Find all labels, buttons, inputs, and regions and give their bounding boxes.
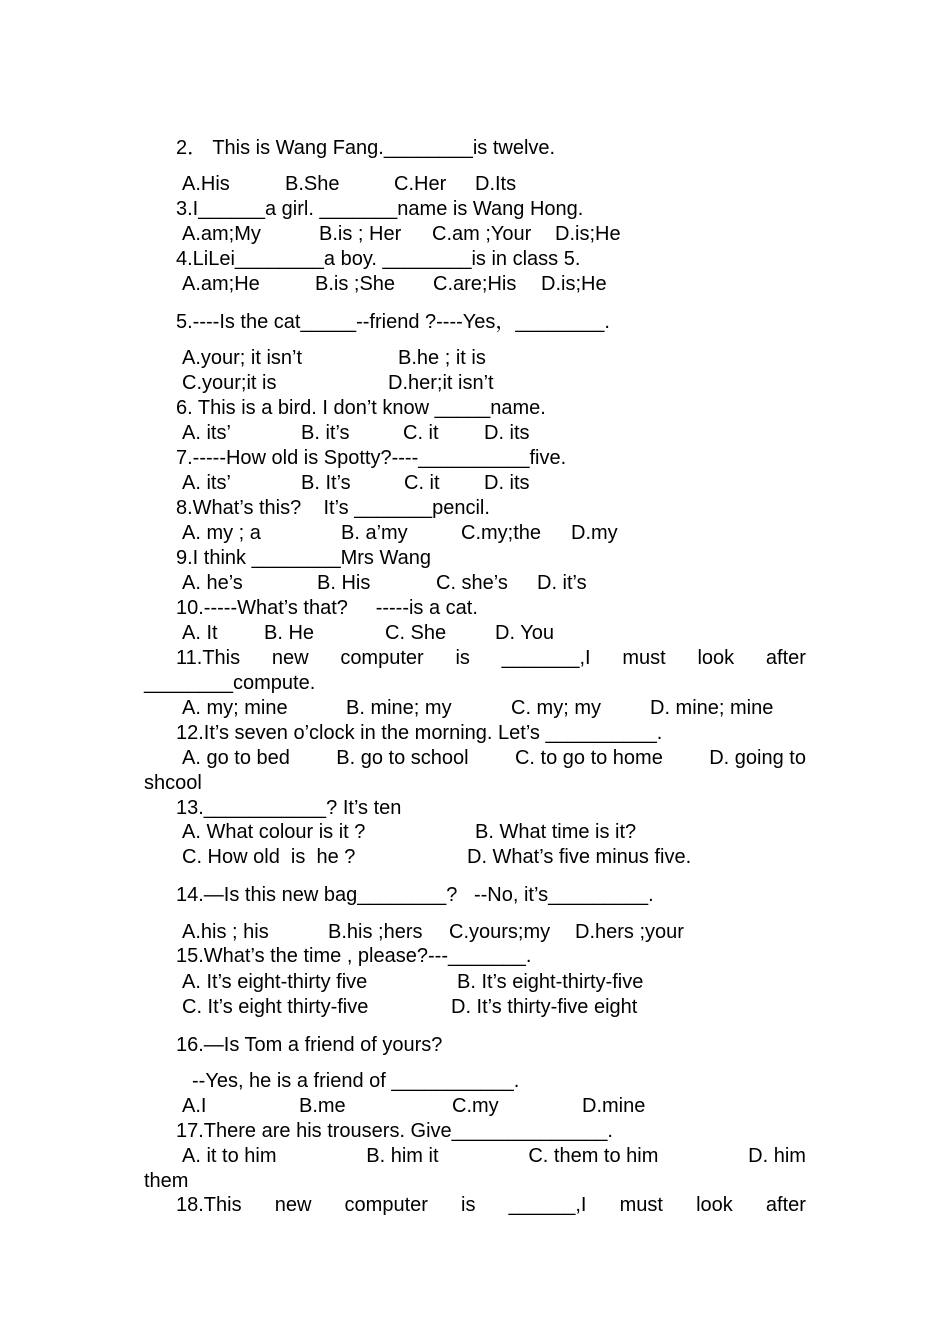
question-stem-answer: --Yes, he is a friend of ___________. [192, 1070, 520, 1092]
question-stem: 14.—Is this new bag________? --No, it’s_________. [176, 884, 654, 906]
option-b: B. He [264, 622, 315, 644]
option-c: C.my;the [461, 522, 542, 544]
options-row [182, 1144, 806, 1169]
question-stem [176, 1193, 806, 1218]
question-stem: 9.I think ________Mrs Wang [176, 547, 431, 569]
option-d: D.Its [475, 173, 517, 195]
options-row [182, 746, 806, 771]
option-d: D.is;He [541, 273, 607, 295]
option-continued: them [144, 1170, 189, 1192]
option-c: C. my; my [511, 697, 601, 719]
option-b: B.is ; Her [319, 223, 402, 245]
question-stem: 10.-----What’s that? -----is a cat. [176, 597, 478, 619]
question-stem-part: new [274, 1194, 312, 1216]
option-a: A. its’ [182, 472, 231, 494]
question-stem: 2． This is Wang Fang.________is twelve. [176, 137, 556, 159]
question-stem-part: is [461, 1194, 476, 1216]
question-stem-part: computer [340, 647, 424, 669]
option-d: D. It’s thirty-five eight [451, 996, 638, 1018]
option-a: A.am;He [182, 273, 260, 295]
question-stem: 6. This is a bird. I don’t know _____name. [176, 397, 546, 419]
option-b: B.is ;She [315, 273, 396, 295]
options-row-part: D. going to [709, 747, 806, 769]
option-a: A. my; mine [182, 697, 288, 719]
option-b: B. mine; my [346, 697, 452, 719]
options-row-part: C. them to him [528, 1145, 659, 1167]
option-d: D. mine; mine [650, 697, 774, 719]
option-d: D. it’s [537, 572, 587, 594]
question-stem-part: must [619, 1194, 663, 1216]
option-c: C.Her [394, 173, 447, 195]
option-b: B.She [285, 173, 340, 195]
question-stem-part: after [765, 1194, 806, 1216]
question-stem-part: after [765, 647, 806, 669]
option-b: B. His [317, 572, 371, 594]
option-a: A.am;My [182, 223, 261, 245]
question-stem-part: is [455, 647, 470, 669]
question-stem: 15.What’s the time , please?---_______. [176, 945, 532, 967]
option-a: A.your; it isn’t [182, 347, 303, 369]
question-stem-part: look [697, 647, 735, 669]
question-stem-part: _______,I [501, 647, 591, 669]
options-row-part: B. go to school [336, 747, 469, 769]
question-stem: 16.—Is Tom a friend of yours? [176, 1034, 443, 1056]
option-c: C. It’s eight thirty-five [182, 996, 369, 1018]
options-row-part: D. him [748, 1145, 806, 1167]
question-stem [176, 646, 806, 671]
option-c: C.are;His [433, 273, 517, 295]
question-stem: 8.What’s this? It’s _______pencil. [176, 497, 490, 519]
option-d: D. its [484, 472, 530, 494]
option-b: B.he ; it is [398, 347, 486, 369]
option-d: D. You [495, 622, 554, 644]
question-stem-continued: ________compute. [144, 672, 316, 694]
option-a: A.his ; his [182, 921, 269, 943]
option-b: B. It’s eight-thirty-five [457, 971, 644, 993]
question-stem-part: computer [344, 1194, 428, 1216]
option-a: A. What colour is it ? [182, 821, 366, 843]
question-stem: 12.It’s seven o’clock in the morning. Let’s __________. [176, 722, 663, 744]
option-a: A. its’ [182, 422, 231, 444]
option-continued: shcool [144, 772, 202, 794]
option-d: D.hers ;your [575, 921, 684, 943]
option-c: C.yours;my [449, 921, 551, 943]
options-row-part: A. it to him [182, 1145, 277, 1167]
option-d: D. its [484, 422, 530, 444]
question-stem-part: look [696, 1194, 733, 1216]
question-stem-part: 18.This [176, 1194, 242, 1216]
option-a: A. my ; a [182, 522, 261, 544]
option-c: C. she’s [436, 572, 508, 594]
question-stem-part: 11.This [176, 647, 241, 669]
question-stem: 4.LiLei________a boy. ________is in class 5. [176, 248, 581, 270]
question-stem: 17.There are his trousers. Give______________. [176, 1120, 613, 1142]
option-d: D.my [571, 522, 618, 544]
option-d: D.her;it isn’t [388, 372, 494, 394]
option-b: B. It’s [301, 472, 351, 494]
options-row-part: B. him it [366, 1145, 439, 1167]
option-c: C. it [403, 422, 439, 444]
options-row-part: A. go to bed [182, 747, 290, 769]
option-b: B. What time is it? [475, 821, 637, 843]
options-row-part: C. to go to home [514, 747, 663, 769]
option-c: C.my [452, 1095, 499, 1117]
option-b: B.me [299, 1095, 346, 1117]
option-c: C. it [404, 472, 440, 494]
question-stem-part: ______,I [508, 1194, 587, 1216]
question-stem: 13.___________? It’s ten [176, 797, 402, 819]
option-d: D.mine [582, 1095, 646, 1117]
option-a: A. he’s [182, 572, 243, 594]
option-c: C. How old is he ? [182, 846, 356, 868]
option-c: C.am ;Your [432, 223, 532, 245]
option-c: C. She [385, 622, 447, 644]
question-stem: 7.-----How old is Spotty?----__________five. [176, 447, 567, 469]
question-stem: 5.----Is the cat_____--friend ?----Yes，________. [176, 311, 610, 333]
option-c: C.your;it is [182, 372, 277, 394]
option-d: D.is;He [555, 223, 621, 245]
question-stem-part: must [622, 647, 666, 669]
question-stem: 3.I______a girl. _______name is Wang Hong. [176, 198, 584, 220]
question-stem-part: new [271, 647, 309, 669]
option-a: A.I [182, 1095, 207, 1117]
option-a: A. It’s eight-thirty five [182, 971, 368, 993]
option-b: B. a’my [341, 522, 408, 544]
option-b: B. it’s [301, 422, 350, 444]
option-d: D. What’s five minus five. [467, 846, 692, 868]
option-a: A.His [182, 173, 230, 195]
option-a: A. It [182, 622, 218, 644]
option-b: B.his ;hers [328, 921, 423, 943]
